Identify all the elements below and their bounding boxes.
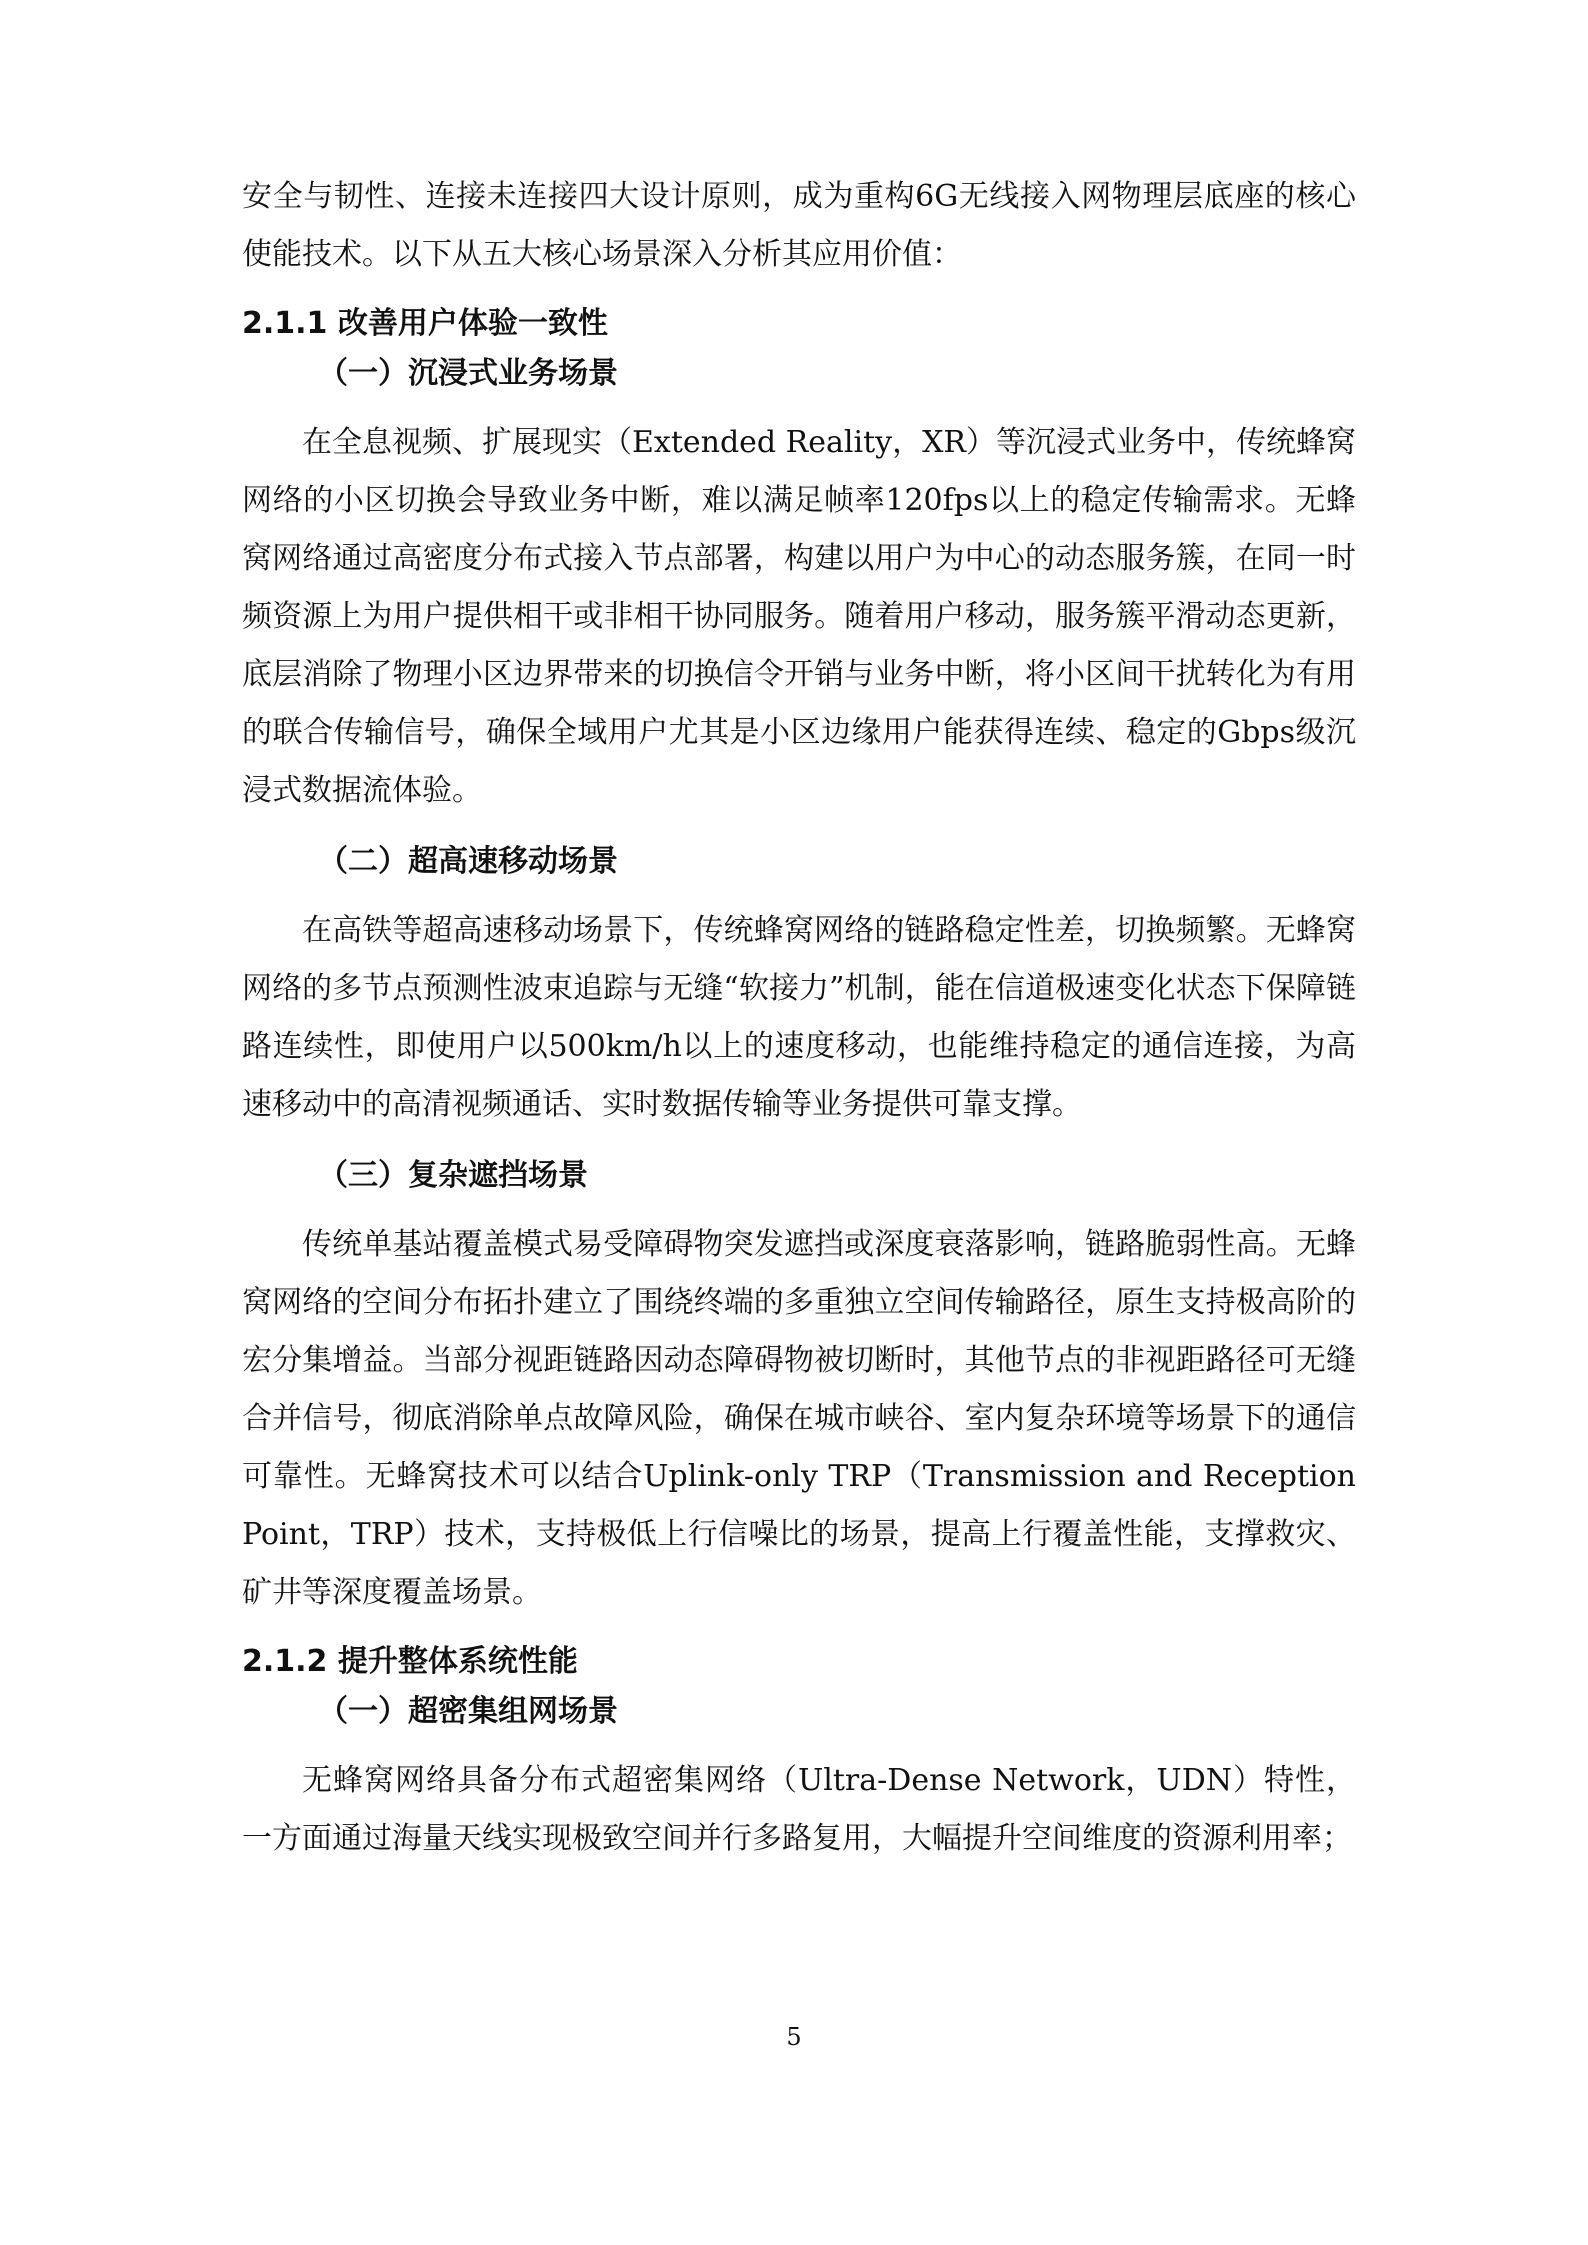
subsection-heading-high-speed: （二）超高速移动场景 <box>318 844 618 879</box>
paragraph-occlusion: 传统单基站覆盖模式易受障碍物突发遮挡或深度衰落影响，链路脆弱性高。无蜂窝网络的空间分布拓扑建立了围绕终端的多重独立空间传输路径，原生支持极高阶的宏分集增益。当部分视距链路因动态障碍物被切断时，其他节点的非视距路径可无缝合并信号，彻底消除单点故障风险，确保在城市峡谷、室内复杂环境等场景下的通信可靠性。无蜂窝技术可以结合Uplink-only TRP（Transmission and Reception Point，TRP）技术，支持极低上行信噪比的场景，提高上行覆盖性能，支撑救灾、矿井等深度覆盖场景。 <box>242 1227 1356 1610</box>
subsection-heading-immersive: （一）沉浸式业务场景 <box>318 356 618 391</box>
section-heading-2-1-2: 2.1.2 提升整体系统性能 <box>242 1644 578 1679</box>
page-number: 5 <box>786 2023 802 2051</box>
section-heading-2-1-1: 2.1.1 改善用户体验一致性 <box>242 306 608 341</box>
paragraph-ultra-dense: 无蜂窝网络具备分布式超密集网络（Ultra-Dense Network，UDN）特性，一方面通过海量天线实现极致空间并行多路复用，大幅提升空间维度的资源利用率； <box>242 1763 1356 1856</box>
subsection-heading-occlusion: （三）复杂遮挡场景 <box>318 1158 588 1193</box>
paragraph-high-speed: 在高铁等超高速移动场景下，传统蜂窝网络的链路稳定性差，切换频繁。无蜂窝网络的多节点预测性波束追踪与无缝“软接力”机制，能在信道极速变化状态下保障链路连续性，即使用户以500km/h以上的速度移动，也能维持稳定的通信连接，为高速移动中的高清视频通话、实时数据传输等业务提供可靠支撑。 <box>242 913 1356 1122</box>
page-content <box>242 168 1356 1868</box>
paragraph-immersive: 在全息视频、扩展现实（Extended Reality，XR）等沉浸式业务中，传统蜂窝网络的小区切换会导致业务中断，难以满足帧率120fps以上的稳定传输需求。无蜂窝网络通过高密度分布式接入节点部署，构建以用户为中心的动态服务簇，在同一时频资源上为用户提供相干或非相干协同服务。随着用户移动，服务簇平滑动态更新，底层消除了物理小区边界带来的切换信令开销与业务中断，将小区间干扰转化为有用的联合传输信号，确保全域用户尤其是小区边缘用户能获得连续、稳定的Gbps级沉浸式数据流体验。 <box>242 425 1357 808</box>
intro-paragraph: 安全与韧性、连接未连接四大设计原则，成为重构6G无线接入网物理层底座的核心使能技术。以下从五大核心场景深入分析其应用价值： <box>242 179 1356 272</box>
subsection-heading-ultra-dense: （一）超密集组网场景 <box>318 1694 618 1729</box>
